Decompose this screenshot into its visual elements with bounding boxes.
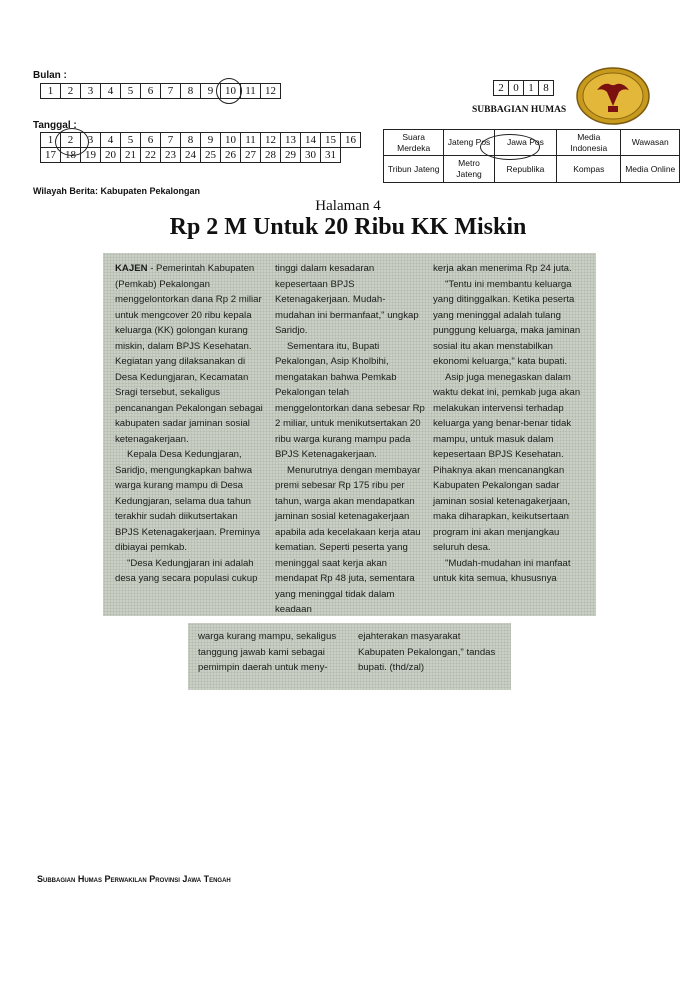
- grid-cell: 4: [101, 84, 121, 99]
- grid-cell: 24: [181, 148, 201, 163]
- col2-p2: Sementara itu, Bupati Pekalongan, Asip Kholbihi, mengatakan bahwa Pemkab Pekalongan telah menggelontorkan dana sebesar Rp 2 miliar, untuk menikutsertakan 20 ribu warga kurang mampu pada BPJS Ketenagakerjaan.: [275, 340, 425, 460]
- media-metro-jateng: Metro Jateng: [444, 156, 494, 183]
- col1-p3: "Desa Kedungjaran ini adalah desa yang secara populasi cukup: [115, 557, 258, 584]
- grid-cell: 11: [241, 133, 261, 148]
- cont-p2: ejahterakan masyarakat Kabupaten Pekalongan," tandas bupati. (thd/zal): [358, 631, 496, 673]
- grid-cell: 3: [81, 84, 101, 99]
- article-column-3: [433, 261, 585, 587]
- grid-cell: 27: [241, 148, 261, 163]
- bulan-grid: [40, 83, 281, 99]
- col3-p4: "Mudah-mudahan ini manfaat untuk kita semua, khususnya: [433, 557, 571, 584]
- media-wawasan: Wawasan: [621, 130, 680, 156]
- grid-cell: 2: [494, 81, 509, 96]
- media-media-indonesia: Media Indonesia: [557, 130, 621, 156]
- col1-p2: Kepala Desa Kedungjaran, Saridjo, mengungkapkan bahwa warga kurang mampu di Desa Kedungjaran, selama dua tahun terakhir sudah diikutsertakan BPJS Ketenagakerjaan. Preminya dibiayai pemkab.: [115, 449, 261, 553]
- grid-cell: 10: [221, 133, 241, 148]
- grid-cell: 30: [301, 148, 321, 163]
- emblem-logo: [575, 66, 651, 126]
- grid-cell: 7: [161, 84, 181, 99]
- grid-cell: 6: [141, 84, 161, 99]
- media-media-online: Media Online: [621, 156, 680, 183]
- grid-cell: 21: [121, 148, 141, 163]
- grid-cell: 12: [261, 133, 281, 148]
- subbagian-humas-label: SUBBAGIAN HUMAS: [472, 105, 567, 115]
- grid-cell: 2: [61, 133, 81, 148]
- grid-cell: 2: [61, 84, 81, 99]
- grid-cell: 11: [241, 84, 261, 99]
- grid-cell: 9: [201, 84, 221, 99]
- col3-p3: Asip juga menegaskan dalam waktu dekat ini, pemkab juga akan melakukan intervensi terhadap keluarga yang benar-benar tidak mampu, untuk masuk dalam kepesertaan BPJS Kesehatan. Pihaknya akan mencanangkan Kabupaten Pekalongan sadar jaminan sosial ketenagakerjaan, maka diharapkan, keikutsertaan program ini akan menjangkau seluruh desa.: [433, 371, 581, 553]
- wilayah-berita: Wilayah Berita: Kabupaten Pekalongan: [33, 186, 200, 196]
- page-number: Halaman 4: [315, 198, 381, 214]
- continuation-column-1: [198, 629, 344, 676]
- article-clipping: [103, 253, 596, 616]
- grid-cell: 22: [141, 148, 161, 163]
- tanggal-label: Tanggal :: [33, 120, 77, 131]
- selected-month-circle: [216, 78, 242, 104]
- media-jateng-pos: Jateng Pos: [444, 130, 494, 156]
- selected-date-circle: [55, 128, 89, 156]
- grid-cell: 16: [341, 133, 361, 148]
- media-suara-merdeka: Suara Merdeka: [384, 130, 444, 156]
- article-column-2: [275, 261, 425, 618]
- article-column-1: [115, 261, 263, 587]
- grid-cell: 7: [161, 133, 181, 148]
- footer-text: Subbagian Humas Perwakilan Provinsi Jawa Tengah: [37, 874, 231, 884]
- grid-cell: 1: [41, 133, 61, 148]
- grid-cell: 18: [61, 148, 81, 163]
- grid-cell: 13: [281, 133, 301, 148]
- grid-cell: 29: [281, 148, 301, 163]
- grid-cell: 12: [261, 84, 281, 99]
- grid-cell: 28: [261, 148, 281, 163]
- col3-p1: kerja akan menerima Rp 24 juta.: [433, 263, 572, 274]
- grid-cell: 9: [201, 133, 221, 148]
- col1-p1: - Pemerintah Kabupaten (Pemkab) Pekalongan menggelontorkan dana Rp 2 miliar untuk mengcover 20 ribu kepala keluarga (KK) golongan kurang miskin, dalam BPJS Kesehatan. Kegiatan yang dilaksanakan di Desa Kedungjaran, Kecamatan Sragi tersebut, sekaligus pencanangan Pekalongan sebagai kabupaten sadar jaminan sosial ketenagakerjaan.: [115, 263, 263, 445]
- dateline: KAJEN: [115, 263, 148, 274]
- media-tribun-jateng: Tribun Jateng: [384, 156, 444, 183]
- grid-cell: 10: [221, 84, 241, 99]
- selected-media-circle: [480, 134, 540, 160]
- grid-cell: 26: [221, 148, 241, 163]
- grid-cell: 6: [141, 133, 161, 148]
- grid-cell: 17: [41, 148, 61, 163]
- grid-cell: 5: [121, 84, 141, 99]
- col2-p3: Menurutnya dengan membayar premi sebesar Rp 175 ribu per tahun, warga akan mendapatkan jaminan sosial ketenagakerjaan apabila ada kecelakaan kerja atau kematian. Seperti peserta yang meninggal saat kerja akan mendapat Rp 48 juta, sementara yang meninggal tidak dalam keadaan: [275, 464, 421, 615]
- article-continuation-clipping: [188, 623, 511, 690]
- bulan-label: Bulan :: [33, 70, 67, 81]
- grid-cell: 0: [509, 81, 524, 96]
- media-jawa-pos: Jawa Pos: [494, 130, 556, 156]
- grid-cell: 14: [301, 133, 321, 148]
- grid-cell: 8: [539, 81, 554, 96]
- media-republika: Republika: [494, 156, 556, 183]
- grid-cell: 1: [41, 84, 61, 99]
- grid-cell: 15: [321, 133, 341, 148]
- media-kompas: Kompas: [557, 156, 621, 183]
- grid-cell: 19: [81, 148, 101, 163]
- grid-cell: 1: [524, 81, 539, 96]
- continuation-column-2: [358, 629, 504, 676]
- grid-cell: 20: [101, 148, 121, 163]
- col2-p1: tinggi dalam kesadaran kepesertaan BPJS Ketenagakerjaan. Mudah-mudahan ini bermanfaat," ungkap Saridjo.: [275, 263, 419, 336]
- grid-cell: 4: [101, 133, 121, 148]
- year-grid: [493, 80, 554, 96]
- grid-cell: 8: [181, 133, 201, 148]
- grid-cell: 3: [81, 133, 101, 148]
- article-title: Rp 2 M Untuk 20 Ribu KK Miskin: [169, 214, 527, 240]
- grid-cell: 5: [121, 133, 141, 148]
- grid-cell: 8: [181, 84, 201, 99]
- grid-cell: 25: [201, 148, 221, 163]
- grid-cell: 31: [321, 148, 341, 163]
- col3-p2: "Tentu ini membantu keluarga yang ditinggalkan. Ketika peserta yang meninggal adalah tulang punggung keluarga, maka jaminan sosial itu akan menstabilkan ekonomi keluarga," kata bupati.: [433, 278, 581, 367]
- grid-cell: 23: [161, 148, 181, 163]
- cont-p1: warga kurang mampu, sekaligus tanggung jawab kami sebagai pemimpin daerah untuk meny-: [198, 631, 337, 673]
